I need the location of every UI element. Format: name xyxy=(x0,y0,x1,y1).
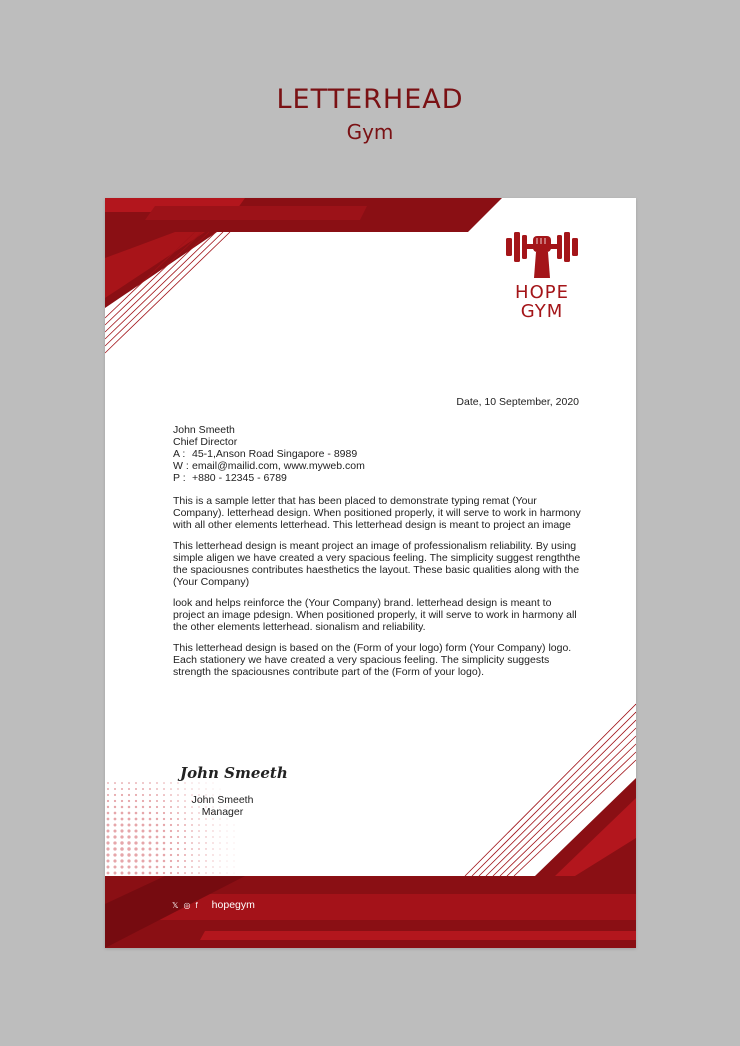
social-icons xyxy=(172,901,198,910)
letterhead-sheet xyxy=(105,198,636,948)
logo-line-1: HOPE xyxy=(515,282,569,303)
x-icon[interactable]: 𝕏 xyxy=(172,900,179,910)
paragraph: This is a sample letter that has been placed to demonstrate typing remat (Your Company). letterhead design. When positioned properly, it will serve to work in harmony with all other elements letterhead. This letterhead design is meant to project an image xyxy=(173,495,581,531)
footer-bar xyxy=(172,899,255,911)
logo-line-2: GYM xyxy=(520,301,564,322)
top-band-stripe xyxy=(145,206,367,220)
letter-body xyxy=(173,495,583,687)
dumbbell-fist-icon xyxy=(505,226,579,278)
recipient-role: Chief Director xyxy=(173,436,238,448)
phone-value: +880 - 12345 - 6789 xyxy=(192,472,287,484)
facebook-icon[interactable]: f xyxy=(195,900,198,910)
instagram-icon[interactable]: ◎ xyxy=(183,900,191,910)
gym-logo xyxy=(497,226,587,321)
phone-label: P : xyxy=(173,472,186,484)
address-label: A : xyxy=(173,448,186,460)
footer-stripe-2 xyxy=(200,931,636,940)
signature-script: John Smeeth xyxy=(180,764,288,782)
recipient-block xyxy=(173,424,365,484)
recipient-name: John Smeeth xyxy=(173,424,235,436)
signer-title: Manager xyxy=(201,806,244,818)
signer-block xyxy=(175,794,270,818)
footer-handle[interactable]: hopegym xyxy=(211,899,255,911)
paragraph: look and helps reinforce the (Your Company) brand. letterhead design is meant to project an image pdesign. When positioned properly, it will serve to work in harmony all the other elements letterhead. sionalism and reliability. xyxy=(173,597,577,633)
paragraph: This letterhead design is meant project an image of professionalism reliability. By using simple aligen we have created a very spacious feeling. The simplicity suggest rengththe the spaciousnes contributes haesthetics the layout. These basic qualities along with the (Your Company) xyxy=(173,540,581,588)
paragraph: This letterhead design is based on the (Form of your logo) form (Your Company) logo. Each stationery we have created a very spacious feeling. The simplicity suggests strength the spaciousnes contribute part of the (Form of your logo). xyxy=(173,642,572,678)
web-label: W : xyxy=(173,460,189,472)
signer-name: John Smeeth xyxy=(191,794,254,806)
web-value: email@mailid.com, www.myweb.com xyxy=(192,460,365,472)
phone-row xyxy=(173,472,365,484)
page-subtitle: Gym xyxy=(346,120,394,144)
page-title: LETTERHEAD xyxy=(276,84,464,115)
address-value: 45-1,Anson Road Singapore - 8989 xyxy=(192,448,358,460)
web-row xyxy=(173,460,365,472)
letter-date: Date, 10 September, 2020 xyxy=(456,396,579,408)
address-row xyxy=(173,448,365,460)
